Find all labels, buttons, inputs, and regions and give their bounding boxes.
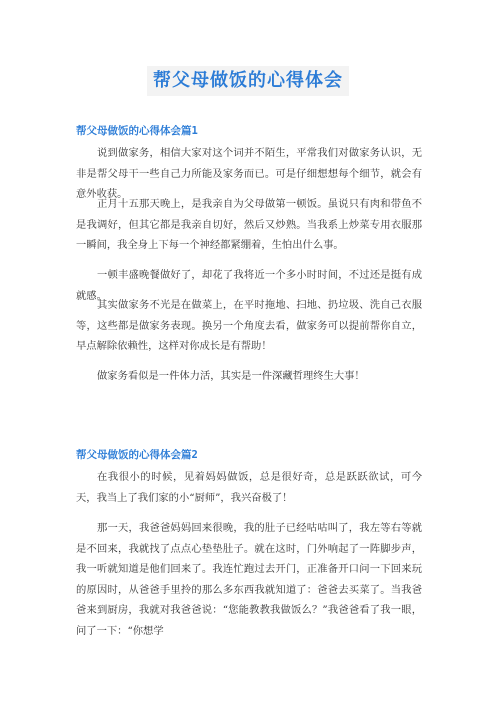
section-heading-2: 帮父母做饭的心得体会篇2 (76, 449, 198, 461)
section-heading-1: 帮父母做饭的心得体会篇1 (76, 125, 198, 137)
document-title: 帮父母做饭的心得体会 (147, 66, 349, 96)
section-2-paragraph-2: 那一天，我爸爸妈妈回来很晚，我的肚子已经咕咕叫了，我左等右等就是不回来，我就找了点点心垫垫肚子。就在这时，门外响起了一阵脚步声，我一听就知道是他们回来了。我连忙跑过去开门，正准备开口问一下回来玩的原因时，从爸爸手里拎的那么多东西我就知道了：爸爸去买菜了。当我爸爸来到厨房，我就对我爸爸说：“您能教教我做饭么？”我爸爸看了我一眼，问了一下：“你想学 (76, 522, 422, 637)
section-1-paragraph-5: 做家务看似是一件体力活，其实是一件深藏哲理终生大事！ (97, 370, 365, 382)
section-1-paragraph-1: 说到做家务，相信大家对这个词并不陌生，平常我们对做家务认识，无非是帮父母干一些自己力所能及家务而已。可是仔细想想每个细节，就会有意外收获。 (76, 147, 422, 200)
section-2-paragraph-1: 在我很小的时候，见着妈妈做饭，总是很好奇，总是跃跃欲试，可今天，我当上了我们家的小“厨师”，我兴奋极了！ (76, 471, 422, 504)
section-1-paragraph-4: 其实做家务不光是在做菜上，在平时拖地、扫地、扔垃圾、洗自己衣服等，这些都是做家务表现。换另一个角度去看，做家务可以提前帮你自立，早点解除依赖性，这样对你成长是有帮助！ (76, 299, 422, 352)
section-1-paragraph-3: 一顿丰盛晚餐做好了，却花了我将近一个多小时时间，不过还是挺有成就感。 (76, 269, 422, 302)
title-container (0, 66, 496, 96)
section-1-paragraph-2: 正月十五那天晚上，是我亲自为父母做第一顿饭。虽说只有肉和带鱼不是我调好，但其它都是我亲自切好，然后又炒熟。当我系上炒菜专用衣服那一瞬间，我全身上下每一个神经都紧绷着，生怕出什么事。 (76, 198, 422, 251)
